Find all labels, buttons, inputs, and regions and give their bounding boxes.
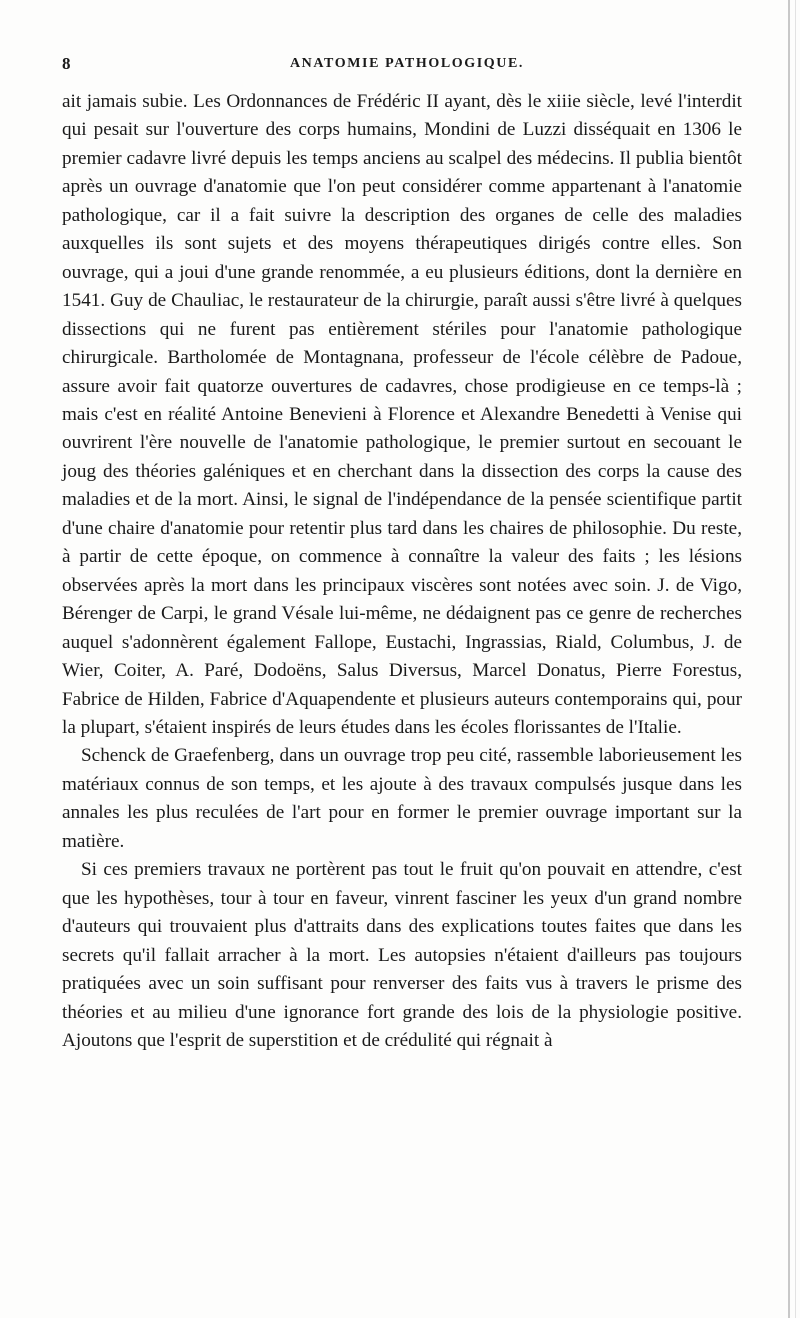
paragraph-1: ait jamais subie. Les Ordonnances de Frédéric II ayant, dès le xiiie siècle, levé l'interdit qui pesait sur l'ouverture des corps humains, Mondini de Luzzi disséquait en 1306 le premier cadavre livré depuis les temps anciens au scalpel des médecins. Il publia bientôt après un ouvrage d'anatomie que l'on peut considérer comme appartenant à l'anatomie pathologique, car il a fait suivre la description des organes de celle des maladies auxquelles ils sont sujets et des moyens thérapeutiques dirigés contre elles. Son ouvrage, qui a joui d'une grande renommée, a eu plusieurs éditions, dont la dernière en 1541. Guy de Chauliac, le restaurateur de la chirurgie, paraît aussi s'être livré à quelques dissections qui ne furent pas entièrement stériles pour l'anatomie pathologique chirurgicale. Bartholomée de Montagnana, professeur de l'école célèbre de Padoue, assure avoir fait quatorze ouvertures de cadavres, chose prodigieuse en ce temps-là ; mais c'est en réalité Antoine Benevieni à Florence et Alexandre Benedetti à Venise qui ouvrirent l'ère nouvelle de l'anatomie pathologique, le premier surtout en secouant le joug des théories galéniques et en cherchant dans la dissection des corps la cause des maladies et de la mort. Ainsi, le signal de l'indépendance de la pensée scientifique partit d'une chaire d'anatomie pour retentir plus tard dans les chaires de philosophie. Du reste, à partir de cette époque, on commence à connaître la valeur des faits ; les lésions observées après la mort dans les principaux viscères sont notées avec soin. J. de Vigo, Bérenger de Carpi, le grand Vésale lui-même, ne dédaignent pas ce genre de recherches auquel s'adonnèrent également Fallope, Eustachi, Ingrassias, Riald, Columbus, J. de Wier, Coiter, A. Paré, Dodoëns, Salus Diversus, Marcel Donatus, Pierre Forestus, Fabrice de Hilden, Fabrice d'Aquapendente et plusieurs auteurs contemporains qui, pour la plupart, s'étaient inspirés de leurs études dans les écoles florissantes de l'Italie.: [62, 91, 742, 738]
page-edge-line: [795, 0, 796, 1318]
paragraph-2: Schenck de Graefenberg, dans un ouvrage trop peu cité, rassemble laborieusement les matériaux connus de son temps, et les ajoute à des travaux compulsés jusque dans les annales les plus reculées de l'art pour en former le premier ouvrage important sur la matière.: [62, 745, 742, 852]
page-edge-shadow: [788, 0, 790, 1318]
page-number: 8: [62, 54, 71, 73]
paragraph-3: Si ces premiers travaux ne portèrent pas tout le fruit qu'on pouvait en attendre, c'est que les hypothèses, tour à tour en faveur, vinrent fasciner les yeux d'un grand nombre d'auteurs qui trouvaient plus d'attraits dans des explications toutes faites que dans les secrets qu'il fallait arracher à la mort. Les autopsies n'étaient d'ailleurs pas toujours pratiquées avec un soin suffisant pour renverser des faits vus à travers le prisme des théories et au milieu d'une ignorance fort grande des lois de la physiologie positive. Ajoutons que l'esprit de superstition et de crédulité qui régnait à: [62, 859, 742, 1051]
page-header: [62, 54, 752, 82]
body-text: [62, 88, 742, 1055]
running-title: ANATOMIE PATHOLOGIQUE.: [289, 56, 525, 71]
